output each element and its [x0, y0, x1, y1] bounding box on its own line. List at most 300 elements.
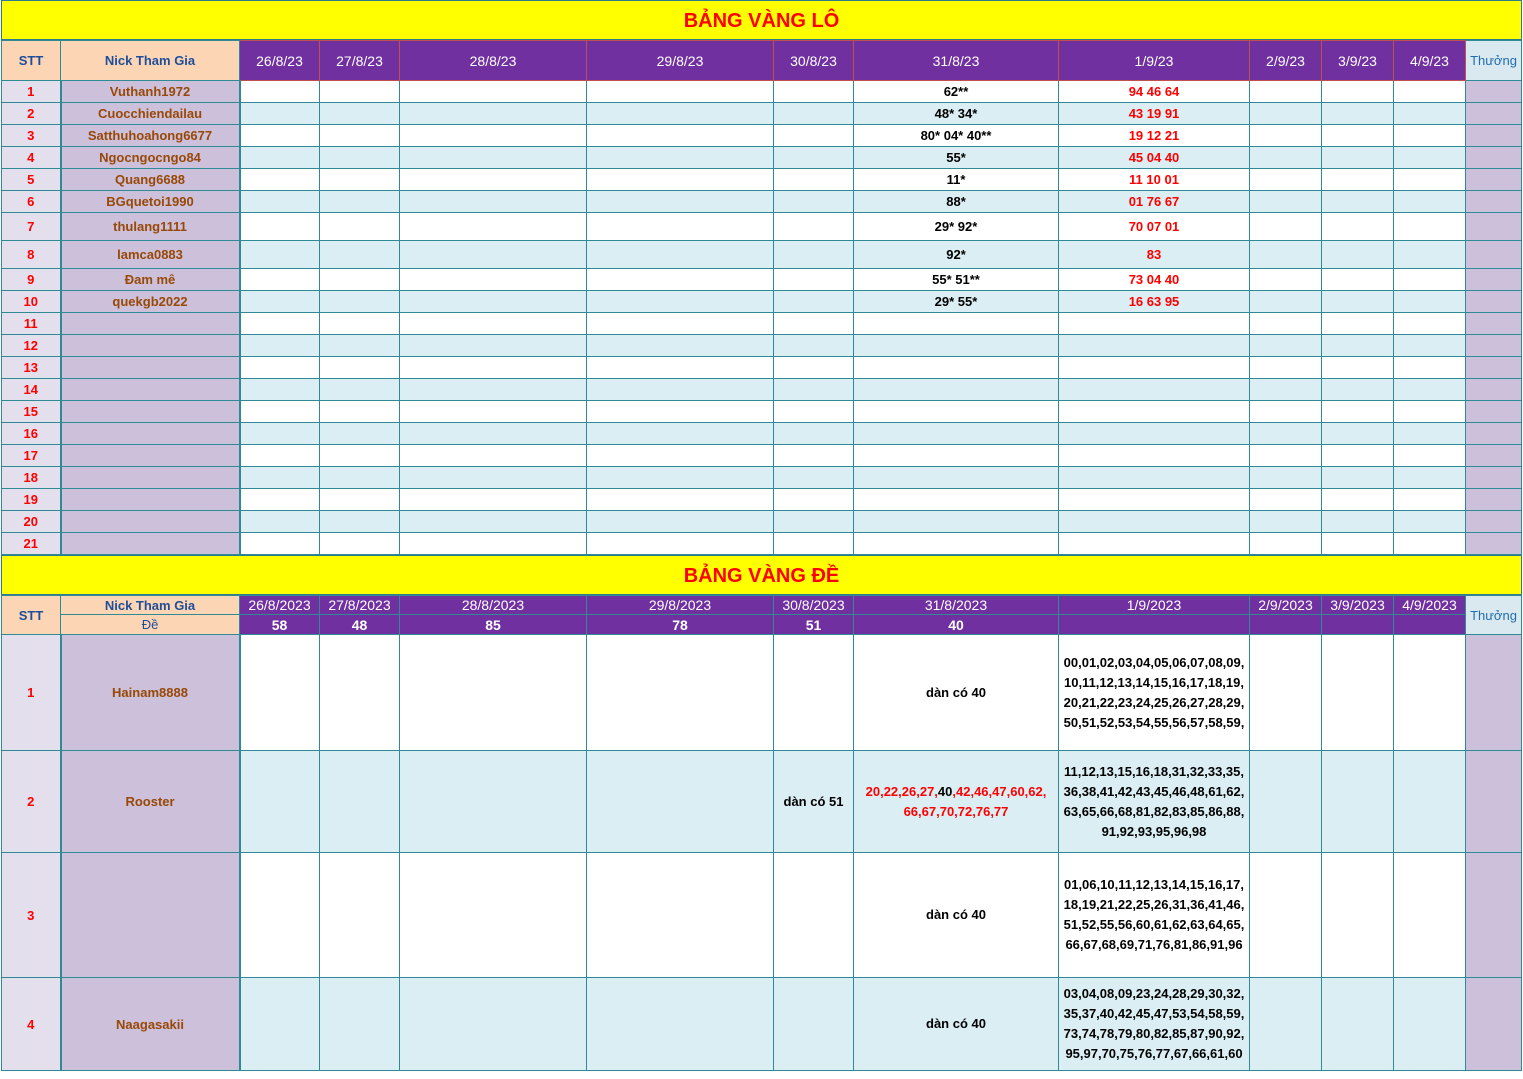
entry-cell[interactable] [320, 978, 400, 1071]
entry-cell[interactable] [400, 357, 587, 379]
entry-cell[interactable] [1250, 125, 1322, 147]
entry-cell[interactable] [587, 853, 774, 978]
entry-cell[interactable] [320, 635, 400, 751]
entry-cell[interactable] [320, 269, 400, 291]
entry-cell[interactable] [400, 379, 587, 401]
nick-cell[interactable]: Cuocchiendailau [61, 103, 240, 125]
entry-cell-1-9[interactable] [1059, 357, 1250, 379]
entry-cell[interactable] [400, 291, 587, 313]
entry-cell-30-8[interactable] [774, 635, 854, 751]
entry-cell[interactable] [587, 269, 774, 291]
entry-cell[interactable] [1322, 635, 1394, 751]
entry-cell[interactable] [400, 401, 587, 423]
entry-cell-31-8[interactable]: 29* 92* [854, 213, 1059, 241]
entry-cell-31-8[interactable]: 55* 51** [854, 269, 1059, 291]
entry-cell-31-8[interactable] [854, 335, 1059, 357]
entry-cell[interactable] [400, 169, 587, 191]
entry-cell[interactable] [240, 125, 320, 147]
entry-cell[interactable] [1250, 511, 1322, 533]
entry-cell[interactable] [240, 511, 320, 533]
entry-cell[interactable] [320, 489, 400, 511]
entry-cell-1-9[interactable] [1059, 423, 1250, 445]
entry-cell[interactable] [774, 467, 854, 489]
entry-cell-30-8[interactable] [774, 853, 854, 978]
entry-cell[interactable] [400, 467, 587, 489]
entry-cell-31-8[interactable] [854, 978, 1059, 1071]
entry-cell[interactable] [1394, 335, 1466, 357]
thuong-cell[interactable] [1466, 511, 1522, 533]
entry-cell[interactable] [1322, 853, 1394, 978]
entry-cell[interactable] [1322, 511, 1394, 533]
entry-cell-31-8[interactable] [854, 467, 1059, 489]
entry-cell[interactable] [320, 335, 400, 357]
entry-cell[interactable] [1322, 213, 1394, 241]
entry-cell[interactable] [587, 467, 774, 489]
thuong-cell[interactable] [1466, 335, 1522, 357]
entry-cell-1-9[interactable] [1059, 335, 1250, 357]
entry-cell[interactable] [1322, 169, 1394, 191]
entry-cell[interactable] [774, 357, 854, 379]
entry-cell[interactable] [774, 269, 854, 291]
stt-cell[interactable]: 16 [2, 423, 61, 445]
entry-cell[interactable] [400, 213, 587, 241]
thuong-cell[interactable] [1466, 313, 1522, 335]
entry-cell[interactable] [240, 357, 320, 379]
nick-cell[interactable] [61, 853, 240, 978]
stt-cell[interactable]: 3 [2, 853, 61, 978]
entry-cell[interactable] [240, 853, 320, 978]
entry-cell[interactable] [774, 445, 854, 467]
entry-cell[interactable] [1250, 269, 1322, 291]
entry-cell[interactable] [774, 313, 854, 335]
entry-cell[interactable] [587, 191, 774, 213]
thuong-cell[interactable] [1466, 147, 1522, 169]
entry-cell-1-9[interactable] [1059, 853, 1250, 978]
entry-cell[interactable] [1394, 191, 1466, 213]
stt-cell[interactable]: 11 [2, 313, 61, 335]
stt-cell[interactable]: 6 [2, 191, 61, 213]
entry-cell[interactable] [400, 313, 587, 335]
entry-cell[interactable] [400, 751, 587, 853]
entry-cell-31-8[interactable]: 55* [854, 147, 1059, 169]
entry-cell[interactable] [1250, 489, 1322, 511]
entry-cell[interactable] [320, 313, 400, 335]
entry-cell[interactable] [1250, 191, 1322, 213]
entry-cell-1-9[interactable] [1059, 511, 1250, 533]
nick-cell[interactable] [61, 489, 240, 511]
entry-cell[interactable] [774, 489, 854, 511]
entry-cell[interactable] [240, 147, 320, 169]
entry-cell[interactable] [1250, 335, 1322, 357]
entry-cell[interactable] [1250, 751, 1322, 853]
entry-cell[interactable] [774, 125, 854, 147]
entry-cell[interactable] [1322, 357, 1394, 379]
entry-cell[interactable] [587, 241, 774, 269]
nick-cell[interactable]: lamca0883 [61, 241, 240, 269]
entry-cell[interactable] [774, 241, 854, 269]
entry-cell[interactable] [320, 191, 400, 213]
entry-cell[interactable] [1322, 191, 1394, 213]
entry-cell[interactable] [1394, 467, 1466, 489]
nick-cell[interactable] [61, 423, 240, 445]
entry-cell[interactable] [400, 81, 587, 103]
thuong-cell[interactable] [1466, 751, 1522, 853]
stt-cell[interactable]: 9 [2, 269, 61, 291]
entry-cell-31-8[interactable] [854, 635, 1059, 751]
entry-cell[interactable] [587, 147, 774, 169]
entry-cell-31-8[interactable] [854, 357, 1059, 379]
thuong-cell[interactable] [1466, 635, 1522, 751]
entry-cell-31-8[interactable] [854, 533, 1059, 555]
nick-cell[interactable] [61, 445, 240, 467]
entry-cell[interactable] [587, 125, 774, 147]
thuong-cell[interactable] [1466, 291, 1522, 313]
thuong-cell[interactable] [1466, 81, 1522, 103]
entry-cell[interactable] [1250, 213, 1322, 241]
entry-cell[interactable] [320, 147, 400, 169]
nick-cell[interactable]: thulang1111 [61, 213, 240, 241]
entry-cell[interactable] [320, 511, 400, 533]
entry-cell[interactable] [1394, 489, 1466, 511]
entry-cell[interactable] [240, 533, 320, 555]
thuong-cell[interactable] [1466, 269, 1522, 291]
entry-cell-31-8[interactable] [854, 489, 1059, 511]
stt-cell[interactable]: 1 [2, 81, 61, 103]
entry-cell[interactable] [774, 291, 854, 313]
entry-cell[interactable] [1394, 445, 1466, 467]
thuong-cell[interactable] [1466, 533, 1522, 555]
entry-cell[interactable] [587, 511, 774, 533]
nick-cell[interactable] [61, 313, 240, 335]
thuong-cell[interactable] [1466, 357, 1522, 379]
entry-cell[interactable] [400, 489, 587, 511]
entry-cell[interactable] [240, 241, 320, 269]
entry-cell[interactable] [1250, 81, 1322, 103]
entry-cell[interactable] [774, 401, 854, 423]
entry-cell[interactable] [587, 445, 774, 467]
entry-cell[interactable] [320, 169, 400, 191]
entry-cell[interactable] [240, 313, 320, 335]
entry-cell-31-8[interactable]: 88* [854, 191, 1059, 213]
entry-cell-31-8[interactable]: 62** [854, 81, 1059, 103]
entry-cell[interactable] [1250, 467, 1322, 489]
entry-cell[interactable] [1394, 81, 1466, 103]
entry-cell[interactable] [240, 467, 320, 489]
entry-cell[interactable] [1394, 147, 1466, 169]
entry-cell[interactable] [1394, 103, 1466, 125]
entry-cell-31-8[interactable]: 29* 55* [854, 291, 1059, 313]
stt-cell[interactable]: 5 [2, 169, 61, 191]
entry-cell-31-8[interactable] [854, 423, 1059, 445]
nick-cell[interactable] [61, 357, 240, 379]
stt-cell[interactable]: 12 [2, 335, 61, 357]
entry-cell-1-9[interactable]: 11 10 01 [1059, 169, 1250, 191]
entry-cell[interactable] [1250, 401, 1322, 423]
entry-cell[interactable] [587, 291, 774, 313]
entry-cell-31-8[interactable] [854, 445, 1059, 467]
nick-cell[interactable]: Rooster [61, 751, 240, 853]
entry-cell[interactable] [1394, 241, 1466, 269]
stt-cell[interactable]: 18 [2, 467, 61, 489]
entry-cell[interactable] [320, 125, 400, 147]
stt-cell[interactable]: 21 [2, 533, 61, 555]
entry-cell[interactable] [1394, 635, 1466, 751]
entry-cell[interactable] [1322, 533, 1394, 555]
entry-cell[interactable] [587, 103, 774, 125]
entry-cell[interactable] [774, 169, 854, 191]
entry-cell[interactable] [1322, 379, 1394, 401]
nick-cell[interactable]: Ngocngocngo84 [61, 147, 240, 169]
stt-cell[interactable]: 13 [2, 357, 61, 379]
entry-cell[interactable] [320, 467, 400, 489]
entry-cell[interactable] [1250, 147, 1322, 169]
entry-cell[interactable] [587, 489, 774, 511]
stt-cell[interactable]: 8 [2, 241, 61, 269]
nick-cell[interactable]: Hainam8888 [61, 635, 240, 751]
thuong-cell[interactable] [1466, 125, 1522, 147]
entry-cell[interactable] [774, 213, 854, 241]
entry-cell[interactable] [400, 423, 587, 445]
entry-cell[interactable] [1322, 978, 1394, 1071]
entry-cell[interactable] [1394, 751, 1466, 853]
entry-cell[interactable] [400, 445, 587, 467]
entry-cell[interactable] [587, 533, 774, 555]
thuong-cell[interactable] [1466, 169, 1522, 191]
entry-cell[interactable] [240, 335, 320, 357]
entry-cell[interactable] [1394, 511, 1466, 533]
entry-cell[interactable] [774, 147, 854, 169]
entry-cell[interactable] [1394, 313, 1466, 335]
stt-cell[interactable]: 2 [2, 103, 61, 125]
entry-cell-31-8[interactable] [854, 511, 1059, 533]
nick-cell[interactable] [61, 379, 240, 401]
entry-cell[interactable] [1394, 379, 1466, 401]
thuong-cell[interactable] [1466, 467, 1522, 489]
entry-cell-1-9[interactable]: 73 04 40 [1059, 269, 1250, 291]
entry-cell[interactable] [1250, 379, 1322, 401]
entry-cell[interactable] [240, 489, 320, 511]
entry-cell[interactable] [587, 357, 774, 379]
nick-cell[interactable]: Quang6688 [61, 169, 240, 191]
entry-cell-1-9[interactable] [1059, 751, 1250, 853]
entry-cell[interactable] [587, 401, 774, 423]
entry-cell-1-9[interactable] [1059, 379, 1250, 401]
entry-cell[interactable] [587, 335, 774, 357]
stt-cell[interactable]: 4 [2, 978, 61, 1071]
entry-cell[interactable] [400, 125, 587, 147]
entry-cell[interactable] [774, 103, 854, 125]
entry-cell-1-9[interactable] [1059, 978, 1250, 1071]
entry-cell[interactable] [320, 379, 400, 401]
entry-cell[interactable] [400, 147, 587, 169]
nick-cell[interactable] [61, 511, 240, 533]
entry-cell[interactable] [774, 81, 854, 103]
entry-cell[interactable] [587, 423, 774, 445]
entry-cell[interactable] [320, 853, 400, 978]
entry-cell[interactable] [1322, 445, 1394, 467]
entry-cell[interactable] [1322, 125, 1394, 147]
entry-cell[interactable] [1250, 313, 1322, 335]
entry-cell-1-9[interactable] [1059, 489, 1250, 511]
entry-cell[interactable] [240, 191, 320, 213]
entry-cell[interactable] [1394, 423, 1466, 445]
entry-cell[interactable] [320, 213, 400, 241]
entry-cell[interactable] [587, 379, 774, 401]
entry-cell[interactable] [587, 169, 774, 191]
entry-cell[interactable] [1322, 291, 1394, 313]
entry-cell-1-9[interactable] [1059, 445, 1250, 467]
entry-cell[interactable] [320, 291, 400, 313]
stt-cell[interactable]: 15 [2, 401, 61, 423]
entry-cell[interactable] [774, 423, 854, 445]
entry-cell[interactable] [320, 241, 400, 269]
entry-cell-1-9[interactable]: 45 04 40 [1059, 147, 1250, 169]
entry-cell[interactable] [1250, 103, 1322, 125]
entry-cell[interactable] [1250, 357, 1322, 379]
entry-cell[interactable] [1394, 401, 1466, 423]
entry-cell[interactable] [1322, 401, 1394, 423]
entry-cell[interactable] [774, 379, 854, 401]
entry-cell-1-9[interactable] [1059, 401, 1250, 423]
entry-cell[interactable] [1322, 423, 1394, 445]
entry-cell[interactable] [320, 751, 400, 853]
thuong-cell[interactable] [1466, 241, 1522, 269]
entry-cell[interactable] [240, 269, 320, 291]
entry-cell[interactable] [1394, 978, 1466, 1071]
entry-cell[interactable] [400, 533, 587, 555]
stt-cell[interactable]: 1 [2, 635, 61, 751]
entry-cell[interactable] [400, 978, 587, 1071]
entry-cell-31-8[interactable]: 80* 04* 40** [854, 125, 1059, 147]
entry-cell[interactable] [320, 401, 400, 423]
entry-cell-1-9[interactable]: 43 19 91 [1059, 103, 1250, 125]
thuong-cell[interactable] [1466, 379, 1522, 401]
entry-cell[interactable] [320, 445, 400, 467]
thuong-cell[interactable] [1466, 853, 1522, 978]
entry-cell[interactable] [240, 291, 320, 313]
thuong-cell[interactable] [1466, 191, 1522, 213]
entry-cell[interactable] [1322, 269, 1394, 291]
entry-cell[interactable] [1394, 357, 1466, 379]
entry-cell-31-8[interactable]: 48* 34* [854, 103, 1059, 125]
entry-cell-1-9[interactable] [1059, 533, 1250, 555]
stt-cell[interactable]: 2 [2, 751, 61, 853]
nick-cell[interactable]: BGquetoi1990 [61, 191, 240, 213]
entry-cell[interactable] [1322, 489, 1394, 511]
nick-cell[interactable]: Naagasakii [61, 978, 240, 1071]
nick-cell[interactable]: quekgb2022 [61, 291, 240, 313]
stt-cell[interactable]: 4 [2, 147, 61, 169]
entry-cell[interactable] [1394, 169, 1466, 191]
entry-cell[interactable] [587, 978, 774, 1071]
entry-cell[interactable] [1322, 147, 1394, 169]
entry-cell[interactable] [240, 445, 320, 467]
entry-cell-31-8[interactable] [854, 379, 1059, 401]
nick-cell[interactable]: Vuthanh1972 [61, 81, 240, 103]
entry-cell[interactable] [400, 511, 587, 533]
entry-cell[interactable] [400, 269, 587, 291]
thuong-cell[interactable] [1466, 445, 1522, 467]
entry-cell[interactable] [1322, 313, 1394, 335]
entry-cell[interactable] [1250, 635, 1322, 751]
entry-cell-30-8[interactable] [774, 978, 854, 1071]
entry-cell[interactable] [774, 191, 854, 213]
entry-cell[interactable] [320, 103, 400, 125]
entry-cell[interactable] [320, 533, 400, 555]
entry-cell-1-9[interactable]: 70 07 01 [1059, 213, 1250, 241]
thuong-cell[interactable] [1466, 103, 1522, 125]
entry-cell[interactable] [400, 103, 587, 125]
entry-cell-1-9[interactable]: 16 63 95 [1059, 291, 1250, 313]
entry-cell[interactable] [1322, 103, 1394, 125]
thuong-cell[interactable] [1466, 401, 1522, 423]
nick-cell[interactable] [61, 467, 240, 489]
thuong-cell[interactable] [1466, 978, 1522, 1071]
entry-cell[interactable] [240, 401, 320, 423]
entry-cell[interactable] [587, 81, 774, 103]
entry-cell[interactable] [1394, 291, 1466, 313]
entry-cell[interactable] [400, 191, 587, 213]
stt-cell[interactable]: 10 [2, 291, 61, 313]
entry-cell[interactable] [774, 533, 854, 555]
entry-cell[interactable] [1322, 751, 1394, 853]
entry-cell[interactable] [400, 853, 587, 978]
entry-cell-1-9[interactable]: 83 [1059, 241, 1250, 269]
entry-cell[interactable] [320, 81, 400, 103]
entry-cell[interactable] [587, 313, 774, 335]
entry-cell[interactable] [240, 751, 320, 853]
entry-cell[interactable] [1322, 467, 1394, 489]
entry-cell[interactable] [1250, 241, 1322, 269]
stt-cell[interactable]: 19 [2, 489, 61, 511]
entry-cell[interactable] [1250, 423, 1322, 445]
entry-cell[interactable] [587, 635, 774, 751]
entry-cell-31-8[interactable] [854, 401, 1059, 423]
entry-cell[interactable] [1322, 241, 1394, 269]
entry-cell-31-8[interactable]: 11* [854, 169, 1059, 191]
entry-cell[interactable] [1250, 853, 1322, 978]
entry-cell[interactable] [320, 357, 400, 379]
entry-cell-31-8[interactable] [854, 853, 1059, 978]
entry-cell[interactable] [1394, 853, 1466, 978]
stt-cell[interactable]: 20 [2, 511, 61, 533]
entry-cell[interactable] [240, 379, 320, 401]
entry-cell[interactable] [1250, 291, 1322, 313]
entry-cell[interactable] [587, 751, 774, 853]
entry-cell[interactable] [587, 213, 774, 241]
entry-cell-1-9[interactable]: 19 12 21 [1059, 125, 1250, 147]
stt-cell[interactable]: 7 [2, 213, 61, 241]
thuong-cell[interactable] [1466, 213, 1522, 241]
entry-cell[interactable] [1322, 81, 1394, 103]
entry-cell-1-9[interactable]: 01 76 67 [1059, 191, 1250, 213]
entry-cell-1-9[interactable]: 94 46 64 [1059, 81, 1250, 103]
entry-cell[interactable] [240, 81, 320, 103]
entry-cell[interactable] [1250, 978, 1322, 1071]
entry-cell[interactable] [774, 511, 854, 533]
thuong-cell[interactable] [1466, 423, 1522, 445]
entry-cell[interactable] [774, 335, 854, 357]
entry-cell-31-8[interactable] [854, 751, 1059, 853]
entry-cell-30-8[interactable]: dàn có 51 [774, 751, 854, 853]
stt-cell[interactable]: 17 [2, 445, 61, 467]
nick-cell[interactable] [61, 533, 240, 555]
entry-cell[interactable] [1394, 269, 1466, 291]
entry-cell[interactable] [400, 241, 587, 269]
stt-cell[interactable]: 14 [2, 379, 61, 401]
entry-cell[interactable] [240, 635, 320, 751]
entry-cell[interactable] [1250, 445, 1322, 467]
